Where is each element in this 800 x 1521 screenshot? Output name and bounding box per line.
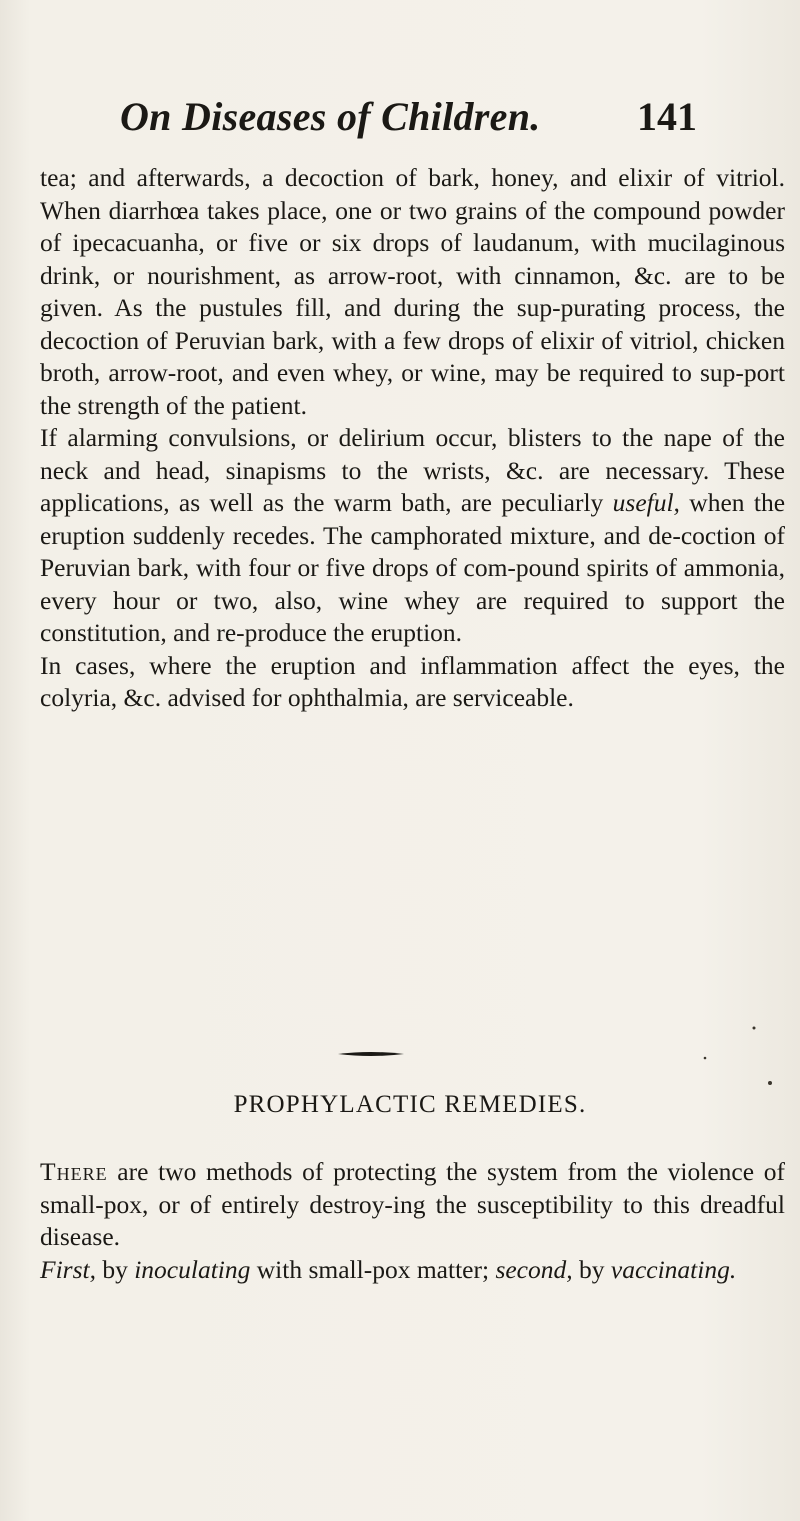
word-inoculating: inoculating — [134, 1254, 251, 1284]
paragraph-treatment: tea; and afterwards, a decoction of bark, honey, and elixir of vitriol. When diarrhœa takes place, one or two grains of the compound powder of ipecacuanha, or five or six drops of laudanum, with mucilaginous drink, or nourishment, as arrow-root, with cinnamon, &c. are to be given. As the pustules fill, and during the sup-purating process, the decoction of Peruvian bark, with a few drops of elixir of vitriol, chicken broth, arrow-root, and even whey, or wine, may be required to sup-port the strength of the patient. — [40, 163, 785, 420]
paragraph-convulsions — [40, 422, 785, 650]
word-vaccinating: vaccinating. — [610, 1254, 737, 1284]
text-by-2: by — [572, 1254, 611, 1284]
section-heading: PROPHYLACTIC REMEDIES. — [233, 1091, 587, 1118]
paragraph-methods — [40, 1156, 785, 1254]
paragraph-eyes: In cases, where the eruption and inflammation affect the eyes, the colyria, &c. advised for ophthalmia, are serviceable. — [40, 650, 785, 712]
word-first: First, — [40, 1254, 96, 1284]
page-header — [110, 93, 750, 153]
text-mid: with small-pox matter; — [250, 1254, 496, 1284]
paragraph-first-second — [40, 1254, 785, 1287]
page-number: 141 — [637, 94, 697, 139]
para2-italic-useful: useful, — [612, 488, 680, 517]
running-title: On Diseases of Children. — [120, 94, 541, 139]
methods-text: are two methods of protecting the system from the violence of small-pox, or of entirely destroy-ing the susceptibility to this dreadful disease. — [40, 1157, 785, 1251]
body-text — [40, 162, 785, 715]
para2-text-a: If alarming convulsions, or delirium occur, blisters to the nape of the neck and head, sinapisms to the wrists, &c. are necessary. These applications, as well as the warm bath, are peculiarly — [40, 423, 785, 517]
word-second: second, — [495, 1254, 573, 1284]
lead-word: There — [40, 1157, 108, 1186]
ornamental-divider — [338, 1051, 404, 1057]
section-text — [40, 1156, 785, 1286]
text-by-1: by — [95, 1254, 135, 1284]
para2-text-b: when the eruption suddenly recedes. The camphorated mixture, and de-coction of Peruvian bark, with four or five drops of com-pound spirits of ammonia, every hour or two, also, wine whey are required to support the constitution, and re-produce the eruption. — [40, 488, 786, 647]
